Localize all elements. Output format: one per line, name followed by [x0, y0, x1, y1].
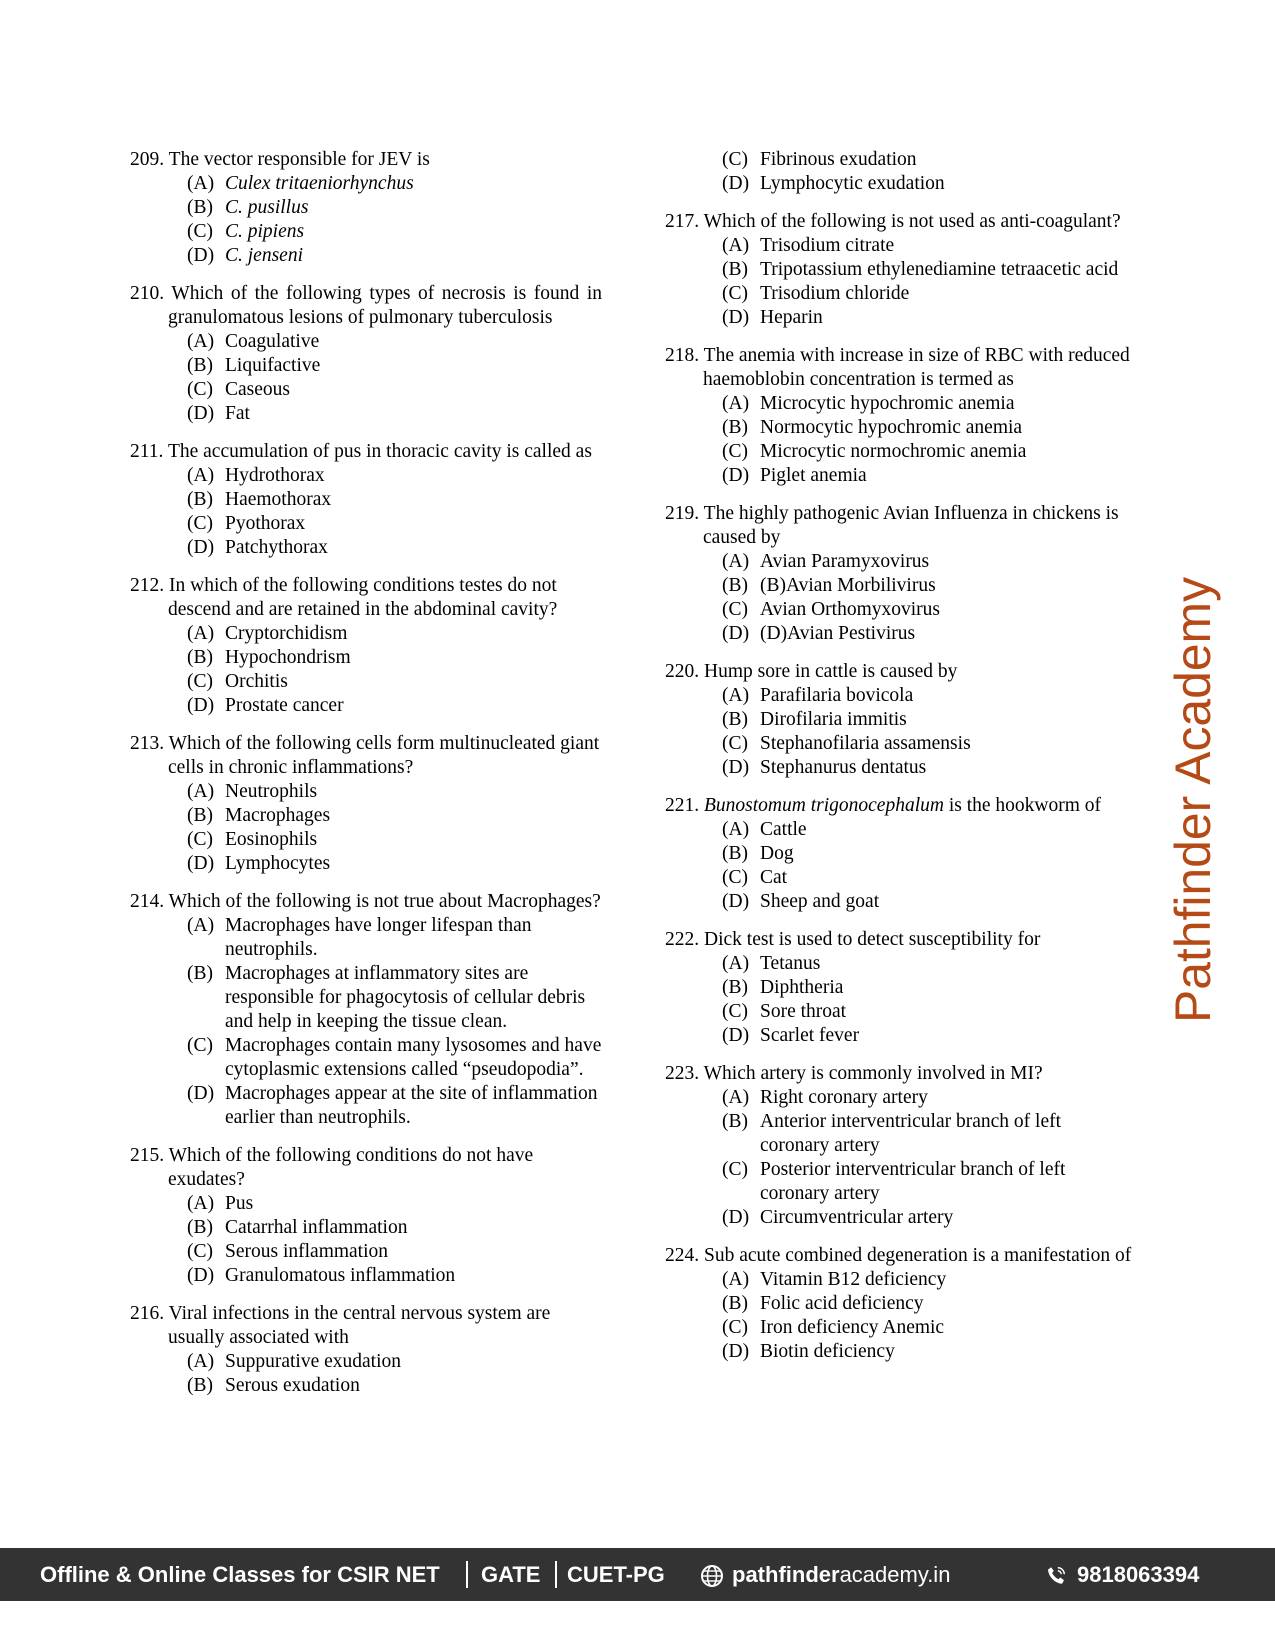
- option-item: [187, 1374, 602, 1398]
- option-item: [722, 732, 1135, 756]
- question-stem-text: Which of the following is not used as anti-coagulant?: [703, 211, 1121, 232]
- footer-divider: [466, 1561, 468, 1588]
- options-list: [665, 234, 1135, 330]
- option-text: Liquifactive: [225, 355, 321, 376]
- option-item: [722, 756, 1135, 780]
- option-text: Macrophages have longer lifespan than neutrophils.: [225, 915, 532, 960]
- question-stem-text: Which artery is commonly involved in MI?: [703, 1063, 1043, 1084]
- question-stem: [130, 890, 602, 914]
- options-list: [665, 818, 1135, 914]
- option-label: (A): [722, 551, 750, 572]
- option-item: [722, 392, 1135, 416]
- option-text: (D)Avian Pestivirus: [760, 623, 916, 644]
- option-label: (D): [722, 307, 750, 328]
- option-item: [722, 172, 1135, 196]
- option-label: (A): [722, 685, 750, 706]
- option-item: [722, 464, 1135, 488]
- option-item: [187, 1216, 602, 1240]
- option-label: (C): [187, 513, 213, 534]
- option-item: [722, 1206, 1135, 1230]
- question-stem-text: Which of the following is not true about Macrophages?: [168, 891, 601, 912]
- option-text: Circumventricular artery: [760, 1207, 954, 1228]
- option-label: (A): [722, 393, 750, 414]
- option-text: Patchythorax: [225, 537, 328, 558]
- question-stem: [130, 1302, 602, 1350]
- option-item: [187, 354, 602, 378]
- option-item: [187, 512, 602, 536]
- option-label: (C): [187, 1035, 213, 1056]
- option-label: (A): [187, 915, 215, 936]
- options-list: [665, 148, 1135, 196]
- option-item: [187, 1264, 602, 1288]
- option-item: [722, 976, 1135, 1000]
- option-label: (A): [722, 819, 750, 840]
- option-label: (D): [722, 173, 750, 194]
- question-block: [130, 732, 602, 876]
- option-text: C. jenseni: [225, 245, 303, 266]
- option-label: (B): [722, 1111, 748, 1132]
- option-text: Haemothorax: [225, 489, 332, 510]
- option-text: Catarrhal inflammation: [225, 1217, 408, 1238]
- phone-number: 9818063394: [1077, 1562, 1200, 1587]
- option-text: Dirofilaria immitis: [760, 709, 907, 730]
- option-item: [722, 306, 1135, 330]
- option-label: (D): [187, 853, 215, 874]
- option-text: Lymphocytes: [225, 853, 331, 874]
- option-label: (C): [722, 149, 748, 170]
- option-label: (A): [722, 1269, 750, 1290]
- option-text: Macrophages contain many lysosomes and have cytoplasmic extensions called “pseudopodia”.: [225, 1035, 602, 1080]
- options-list: [130, 1192, 602, 1288]
- option-label: (C): [722, 283, 748, 304]
- option-text: Coagulative: [225, 331, 320, 352]
- footer-divider: [555, 1561, 557, 1588]
- option-item: [722, 708, 1135, 732]
- option-text: Culex tritaeniorhynchus: [225, 173, 414, 194]
- option-label: (C): [722, 1317, 748, 1338]
- option-text: Sheep and goat: [760, 891, 880, 912]
- question-block: [665, 502, 1135, 646]
- option-item: [187, 694, 602, 718]
- option-label: (A): [722, 953, 750, 974]
- option-label: (A): [187, 331, 215, 352]
- option-item: [722, 684, 1135, 708]
- website-bold: pathfinder: [732, 1562, 840, 1587]
- question-block: [665, 928, 1135, 1048]
- option-item: [722, 258, 1135, 282]
- option-item: [187, 914, 602, 962]
- option-text: C. pusillus: [225, 197, 309, 218]
- option-item: [187, 780, 602, 804]
- option-text: Cryptorchidism: [225, 623, 348, 644]
- question-number: 212.: [130, 575, 165, 596]
- footer-website[interactable]: [700, 1548, 950, 1601]
- question-block: [130, 282, 602, 426]
- option-label: (B): [722, 977, 748, 998]
- option-item: [722, 574, 1135, 598]
- option-text: Suppurative exudation: [225, 1351, 402, 1372]
- option-text: Stephanofilaria assamensis: [760, 733, 971, 754]
- option-text: Prostate cancer: [225, 695, 344, 716]
- option-item: [722, 890, 1135, 914]
- option-item: [187, 1240, 602, 1264]
- question-number: 210.: [130, 283, 165, 304]
- option-item: [187, 220, 602, 244]
- option-text: C. pipiens: [225, 221, 305, 242]
- option-text: Vitamin B12 deficiency: [760, 1269, 947, 1290]
- option-label: (B): [187, 1217, 213, 1238]
- option-item: [722, 1158, 1135, 1206]
- option-item: [187, 962, 602, 1034]
- options-list: [130, 464, 602, 560]
- option-label: (B): [722, 709, 748, 730]
- footer-phone[interactable]: [1045, 1548, 1199, 1601]
- question-stem: [130, 1144, 602, 1192]
- question-stem: [665, 344, 1135, 392]
- option-text: Iron deficiency Anemic: [760, 1317, 945, 1338]
- option-item: [187, 646, 602, 670]
- question-stem: [130, 440, 602, 464]
- option-text: Granulomatous inflammation: [225, 1265, 456, 1286]
- option-label: (A): [187, 1351, 215, 1372]
- question-block: [130, 574, 602, 718]
- option-label: (A): [187, 1193, 215, 1214]
- question-stem: [665, 660, 1135, 684]
- question-stem-text: In which of the following conditions testes do not descend and are retained in the abdominal cavity?: [168, 575, 558, 620]
- option-label: (C): [187, 221, 213, 242]
- question-stem-text: Viral infections in the central nervous system are usually associated with: [168, 1303, 551, 1348]
- option-label: (B): [187, 1375, 213, 1396]
- option-text: Caseous: [225, 379, 290, 400]
- option-label: (D): [722, 623, 750, 644]
- option-item: [187, 1082, 602, 1130]
- option-label: (A): [722, 1087, 750, 1108]
- option-text: Hypochondrism: [225, 647, 351, 668]
- question-stem: [665, 794, 1135, 818]
- option-label: (C): [187, 671, 213, 692]
- options-list: [130, 780, 602, 876]
- option-item: [722, 842, 1135, 866]
- question-stem-text: Which of the following conditions do not have exudates?: [168, 1145, 534, 1190]
- option-label: (C): [722, 867, 748, 888]
- option-item: [722, 622, 1135, 646]
- option-item: [187, 378, 602, 402]
- option-text: Serous inflammation: [225, 1241, 389, 1262]
- website-rest: academy.in: [839, 1562, 951, 1587]
- options-list: [130, 622, 602, 718]
- question-block: [130, 1144, 602, 1288]
- option-label: (B): [187, 647, 213, 668]
- question-number: 219.: [665, 503, 700, 524]
- question-block: [665, 344, 1135, 488]
- globe-icon: [700, 1564, 724, 1588]
- options-list: [130, 330, 602, 426]
- options-list: [665, 1268, 1135, 1364]
- option-text: Dog: [760, 843, 794, 864]
- option-item: [722, 1340, 1135, 1364]
- option-label: (B): [722, 843, 748, 864]
- question-stem-text: is the hookworm of: [943, 795, 1102, 816]
- option-label: (C): [187, 379, 213, 400]
- option-text: Sore throat: [760, 1001, 847, 1022]
- pathfinder-academy-watermark: [1148, 575, 1228, 1025]
- option-label: (D): [187, 403, 215, 424]
- question-block: [665, 1244, 1135, 1364]
- question-number: 221.: [665, 795, 700, 816]
- option-label: (D): [722, 891, 750, 912]
- option-item: [187, 1350, 602, 1374]
- option-text: Macrophages at inflammatory sites are responsible for phagocytosis of cellular debris and help in keeping the tissue clean.: [225, 963, 586, 1032]
- left-question-column: [130, 148, 602, 1412]
- question-number: 213.: [130, 733, 165, 754]
- options-list: [130, 172, 602, 268]
- question-block: [665, 210, 1135, 330]
- option-item: [722, 282, 1135, 306]
- option-label: (C): [187, 829, 213, 850]
- option-label: (B): [187, 355, 213, 376]
- option-item: [722, 1316, 1135, 1340]
- option-text: Right coronary artery: [760, 1087, 928, 1108]
- option-item: [187, 172, 602, 196]
- option-label: (D): [722, 1025, 750, 1046]
- option-label: (C): [722, 441, 748, 462]
- option-text: Pus: [225, 1193, 254, 1214]
- footer-classes: Offline & Online Classes for CSIR NET: [40, 1562, 440, 1587]
- question-number: 209.: [130, 149, 165, 170]
- option-text: Trisodium chloride: [760, 283, 910, 304]
- option-text: Microcytic normochromic anemia: [760, 441, 1027, 462]
- option-text: Scarlet fever: [760, 1025, 860, 1046]
- option-item: [722, 1024, 1135, 1048]
- option-label: (C): [722, 1159, 748, 1180]
- option-text: (B)Avian Morbilivirus: [760, 575, 936, 596]
- question-stem: [665, 210, 1135, 234]
- option-label: (D): [722, 465, 750, 486]
- question-number: 217.: [665, 211, 700, 232]
- question-stem: [665, 1062, 1135, 1086]
- option-label: (D): [187, 245, 215, 266]
- option-text: Trisodium citrate: [760, 235, 895, 256]
- option-label: (D): [722, 1207, 750, 1228]
- footer-gate: GATE: [481, 1562, 541, 1587]
- option-text: Eosinophils: [225, 829, 318, 850]
- question-stem-text: The anemia with increase in size of RBC with reduced haemoblobin concentration is termed as: [703, 345, 1130, 390]
- option-text: Neutrophils: [225, 781, 318, 802]
- option-text: Avian Paramyxovirus: [760, 551, 930, 572]
- question-number: 216.: [130, 1303, 165, 1324]
- option-label: (A): [187, 781, 215, 802]
- option-item: [187, 852, 602, 876]
- option-text: Pyothorax: [225, 513, 306, 534]
- question-block: [130, 440, 602, 560]
- phone-icon: [1045, 1565, 1067, 1587]
- option-item: [722, 952, 1135, 976]
- option-item: [187, 196, 602, 220]
- question-number: 224.: [665, 1245, 700, 1266]
- option-item: [722, 416, 1135, 440]
- options-list: [130, 914, 602, 1130]
- option-text: Avian Orthomyxovirus: [760, 599, 940, 620]
- options-list: [665, 392, 1135, 488]
- question-number: 222.: [665, 929, 700, 950]
- option-text: Fibrinous exudation: [760, 149, 917, 170]
- option-item: [722, 1000, 1135, 1024]
- option-text: Cattle: [760, 819, 807, 840]
- option-label: (B): [722, 417, 748, 438]
- question-stem-text: Dick test is used to detect susceptibility for: [704, 929, 1041, 950]
- option-label: (D): [722, 1341, 750, 1362]
- option-label: (B): [187, 963, 213, 984]
- question-number: 215.: [130, 1145, 165, 1166]
- question-block: [130, 148, 602, 268]
- options-list: [130, 1350, 602, 1398]
- option-item: [187, 828, 602, 852]
- option-item: [722, 866, 1135, 890]
- option-label: (D): [187, 1265, 215, 1286]
- option-text: Serous exudation: [225, 1375, 360, 1396]
- option-item: [187, 804, 602, 828]
- option-label: (A): [187, 465, 215, 486]
- option-label: (D): [187, 1083, 215, 1104]
- question-block: [130, 890, 602, 1130]
- option-label: (C): [722, 733, 748, 754]
- question-stem: [130, 732, 602, 780]
- option-item: [722, 550, 1135, 574]
- option-text: Fat: [225, 403, 250, 424]
- option-item: [722, 1292, 1135, 1316]
- option-label: (B): [187, 489, 213, 510]
- option-label: (B): [187, 805, 213, 826]
- option-text: Piglet anemia: [760, 465, 867, 486]
- option-text: Tripotassium ethylenediamine tetraacetic acid: [760, 259, 1119, 280]
- footer-cuet: CUET-PG: [567, 1562, 665, 1587]
- option-text: Diphtheria: [760, 977, 844, 998]
- footer-bar: [0, 1548, 1275, 1601]
- option-item: [722, 818, 1135, 842]
- option-item: [187, 330, 602, 354]
- option-item: [722, 1110, 1135, 1158]
- question-stem-scientific-name: Bunostomum trigonocephalum: [704, 795, 944, 816]
- option-item: [722, 598, 1135, 622]
- option-item: [187, 488, 602, 512]
- question-stem-text: The accumulation of pus in thoracic cavity is called as: [167, 441, 592, 462]
- question-stem: [130, 148, 602, 172]
- option-item: [187, 536, 602, 560]
- question-block: [665, 148, 1135, 196]
- option-item: [187, 464, 602, 488]
- option-text: Heparin: [760, 307, 823, 328]
- option-text: Tetanus: [760, 953, 821, 974]
- option-label: (C): [722, 599, 748, 620]
- option-item: [722, 148, 1135, 172]
- question-block: [130, 1302, 602, 1398]
- option-text: Orchitis: [225, 671, 288, 692]
- option-label: (B): [722, 1293, 748, 1314]
- option-item: [722, 1268, 1135, 1292]
- option-item: [187, 1192, 602, 1216]
- question-stem: [665, 1244, 1135, 1268]
- option-text: Macrophages: [225, 805, 331, 826]
- option-label: (D): [187, 695, 215, 716]
- option-text: Parafilaria bovicola: [760, 685, 914, 706]
- question-stem-text: The vector responsible for JEV is: [168, 149, 430, 170]
- question-stem-text: Which of the following types of necrosis is found in granulomatous lesions of pulmonary tuberculosis: [168, 283, 602, 328]
- option-item: [722, 440, 1135, 464]
- options-list: [665, 550, 1135, 646]
- option-label: (B): [722, 575, 748, 596]
- question-stem-text: Sub acute combined degeneration is a manifestation of: [704, 1245, 1132, 1266]
- option-text: Microcytic hypochromic anemia: [760, 393, 1015, 414]
- option-item: [722, 234, 1135, 258]
- option-label: (B): [187, 197, 213, 218]
- question-number: 211.: [130, 441, 164, 462]
- question-stem-text: Hump sore in cattle is caused by: [704, 661, 958, 682]
- question-stem-text: The highly pathogenic Avian Influenza in chickens is caused by: [703, 503, 1119, 548]
- option-item: [187, 244, 602, 268]
- option-text: Folic acid deficiency: [760, 1293, 924, 1314]
- option-text: Lymphocytic exudation: [760, 173, 945, 194]
- option-label: (C): [722, 1001, 748, 1022]
- options-list: [665, 952, 1135, 1048]
- option-label: (B): [722, 259, 748, 280]
- option-item: [187, 1034, 602, 1082]
- options-list: [665, 1086, 1135, 1230]
- question-block: [665, 794, 1135, 914]
- question-stem: [665, 928, 1135, 952]
- option-label: (A): [187, 623, 215, 644]
- option-label: (D): [722, 757, 750, 778]
- question-block: [665, 660, 1135, 780]
- option-label: (C): [187, 1241, 213, 1262]
- question-number: 218.: [665, 345, 700, 366]
- option-text: Cat: [760, 867, 788, 888]
- option-text: Anterior interventricular branch of left coronary artery: [760, 1111, 1062, 1156]
- question-stem: [130, 574, 602, 622]
- question-stem: [665, 502, 1135, 550]
- watermark-text: Pathfinder Academy: [1165, 575, 1221, 1023]
- question-stem-text: Which of the following cells form multinucleated giant cells in chronic inflammations?: [168, 733, 600, 778]
- question-number: 223.: [665, 1063, 700, 1084]
- question-stem: [130, 282, 602, 330]
- option-label: (A): [722, 235, 750, 256]
- options-list: [665, 684, 1135, 780]
- option-item: [722, 1086, 1135, 1110]
- option-text: Posterior interventricular branch of left coronary artery: [760, 1159, 1066, 1204]
- option-label: (D): [187, 537, 215, 558]
- option-text: Macrophages appear at the site of inflammation earlier than neutrophils.: [225, 1083, 598, 1128]
- option-item: [187, 670, 602, 694]
- question-number: 220.: [665, 661, 700, 682]
- option-text: Hydrothorax: [225, 465, 325, 486]
- right-question-column: [665, 148, 1135, 1378]
- option-label: (A): [187, 173, 215, 194]
- option-text: Biotin deficiency: [760, 1341, 895, 1362]
- option-text: Normocytic hypochromic anemia: [760, 417, 1023, 438]
- option-item: [187, 622, 602, 646]
- option-item: [187, 402, 602, 426]
- question-block: [665, 1062, 1135, 1230]
- question-number: 214.: [130, 891, 165, 912]
- option-text: Stephanurus dentatus: [760, 757, 927, 778]
